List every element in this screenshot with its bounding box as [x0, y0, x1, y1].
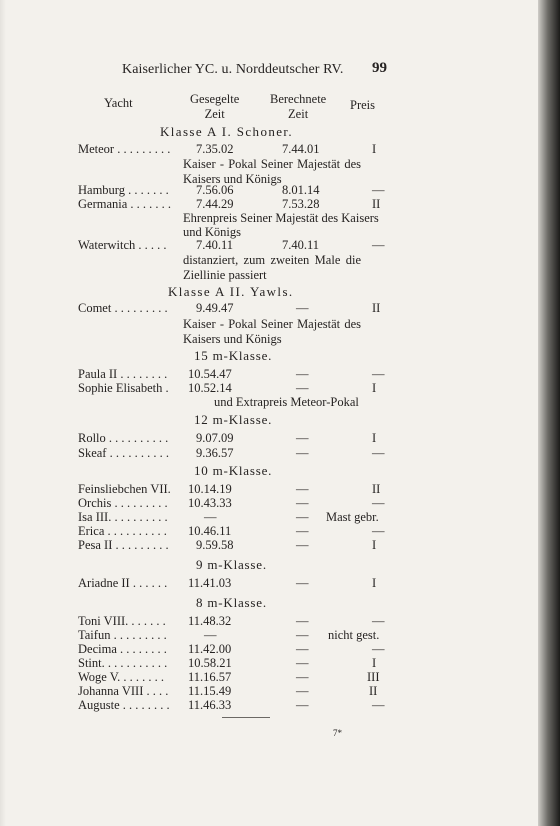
yacht-name: Waterwitch . . . . .	[78, 238, 167, 252]
prize: II	[369, 684, 378, 698]
sailed-time: 10.43.33	[188, 496, 232, 510]
sailed-time: 11.46.33	[188, 698, 232, 712]
calculated-time: —	[296, 510, 309, 524]
section-heading: 12 m-Klasse.	[194, 412, 273, 427]
yacht-name: Auguste . . . . . . . .	[78, 698, 170, 712]
sailed-time: 9.59.58	[196, 538, 234, 552]
prize: nicht gest.	[328, 628, 380, 642]
sailed-time: 10.52.14	[188, 381, 232, 395]
calculated-time: —	[296, 670, 309, 684]
prize: —	[372, 183, 385, 197]
prize: I	[372, 538, 377, 552]
section-heading: Klasse A I. Schoner.	[160, 124, 294, 139]
prize: II	[372, 482, 381, 496]
prize: I	[372, 381, 377, 395]
calculated-time: —	[296, 698, 309, 712]
note-line: Kaiser - Pokal Seiner Majestät des	[183, 317, 361, 331]
sailed-time: 9.49.47	[196, 301, 234, 315]
sailed-time: 11.42.00	[188, 642, 232, 656]
section-heading: 9 m-Klasse.	[196, 557, 267, 572]
page-edge	[0, 0, 6, 826]
calculated-time: —	[296, 656, 309, 670]
calculated-time: —	[296, 381, 309, 395]
prize: —	[372, 446, 385, 460]
note-line: Kaisers und Königs	[183, 172, 282, 186]
yacht-name: Germania . . . . . . .	[78, 197, 172, 211]
prize: Mast gebr.	[326, 510, 379, 524]
yacht-name: Comet . . . . . . . . .	[78, 301, 168, 315]
sailed-time: —	[204, 510, 217, 524]
prize: I	[372, 142, 377, 156]
yacht-name: Orchis . . . . . . . . .	[78, 496, 168, 510]
calculated-time: —	[296, 684, 309, 698]
yacht-name: Sophie Elisabeth .	[78, 381, 169, 395]
page-number: 99	[372, 60, 387, 76]
sailed-time: 7.44.29	[196, 197, 234, 211]
section-heading: Klasse A II. Yawls.	[168, 284, 294, 299]
prize: II	[372, 301, 381, 315]
sailed-time: 7.35.02	[196, 142, 234, 156]
note-line: Ehrenpreis Seiner Majestät des Kaisers	[183, 211, 379, 225]
sailed-time: 7.40.11	[196, 238, 234, 252]
note-line: distanziert, zum zweiten Male die	[183, 253, 361, 267]
sailed-time: 9.07.09	[196, 431, 234, 445]
sailed-time: 10.58.21	[188, 656, 232, 670]
yacht-name: Meteor . . . . . . . . .	[78, 142, 171, 156]
note-line: und Königs	[183, 225, 241, 239]
yacht-name: Pesa II . . . . . . . . .	[78, 538, 169, 552]
calculated-time: —	[296, 367, 309, 381]
running-head: Kaiserlicher YC. u. Norddeutscher RV.	[122, 62, 344, 77]
calculated-time: 7.40.11	[282, 238, 320, 252]
calculated-time: —	[296, 524, 309, 538]
column-header-calculated-time: Berechnete Zeit	[270, 92, 327, 121]
column-header-prize: Preis	[350, 98, 375, 112]
calculated-time: 7.44.01	[282, 142, 320, 156]
prize: —	[372, 614, 385, 628]
calculated-time: 8.01.14	[282, 183, 320, 197]
section-heading: 15 m-Klasse.	[194, 348, 273, 363]
sailed-time: 10.54.47	[188, 367, 232, 381]
footer-rule	[222, 717, 270, 718]
yacht-name: Hamburg . . . . . . .	[78, 183, 169, 197]
prize: —	[372, 698, 385, 712]
calculated-time: 7.53.28	[282, 197, 320, 211]
section-heading: 10 m-Klasse.	[194, 463, 273, 478]
calculated-time: —	[296, 431, 309, 445]
column-header-yacht: Yacht	[104, 96, 133, 110]
prize: I	[372, 576, 377, 590]
yacht-name: Rollo . . . . . . . . . .	[78, 431, 169, 445]
calculated-time: —	[296, 576, 309, 590]
calculated-time: —	[296, 446, 309, 460]
prize: —	[372, 238, 385, 252]
calculated-time: —	[296, 496, 309, 510]
yacht-name: Toni VIII. . . . . . .	[78, 614, 166, 628]
yacht-name: Erica . . . . . . . . . .	[78, 524, 167, 538]
prize: —	[372, 642, 385, 656]
yacht-name: Feinsliebchen VII.	[78, 482, 171, 496]
calculated-time: —	[296, 614, 309, 628]
prize: —	[372, 367, 385, 381]
yacht-name: Johanna VIII . . . .	[78, 684, 169, 698]
sailed-time: —	[204, 628, 217, 642]
yacht-name: Isa III. . . . . . . . . .	[78, 510, 168, 524]
sailed-time: 10.14.19	[188, 482, 232, 496]
calculated-time: —	[296, 538, 309, 552]
calculated-time: —	[296, 301, 309, 315]
section-heading: 8 m-Klasse.	[196, 595, 267, 610]
prize: —	[372, 524, 385, 538]
column-header-sailed-time: Gesegelte Zeit	[190, 92, 240, 121]
signature-mark: 7*	[333, 728, 342, 738]
sailed-time: 11.15.49	[188, 684, 232, 698]
calculated-time: —	[296, 628, 309, 642]
yacht-name: Taifun . . . . . . . . .	[78, 628, 167, 642]
yacht-name: Woge V. . . . . . . .	[78, 670, 165, 684]
sailed-time: 11.41.03	[188, 576, 232, 590]
prize: —	[372, 496, 385, 510]
prize: I	[372, 431, 377, 445]
yacht-name: Skeaf . . . . . . . . . .	[78, 446, 169, 460]
yacht-name: Decima . . . . . . . .	[78, 642, 167, 656]
calculated-time: —	[296, 642, 309, 656]
sailed-time: 11.16.57	[188, 670, 232, 684]
note-line: Kaisers und Königs	[183, 332, 282, 346]
sailed-time: 10.46.11	[188, 524, 232, 538]
binding-shadow	[538, 0, 560, 826]
prize: I	[372, 656, 377, 670]
sailed-time: 11.48.32	[188, 614, 232, 628]
prize: II	[372, 197, 381, 211]
sailed-time: 9.36.57	[196, 446, 234, 460]
yacht-name: Ariadne II . . . . . .	[78, 576, 168, 590]
note-line: Kaiser - Pokal Seiner Majestät des	[183, 157, 361, 171]
yacht-name: Paula II . . . . . . . .	[78, 367, 168, 381]
sailed-time: 7.56.06	[196, 183, 234, 197]
calculated-time: —	[296, 482, 309, 496]
note-line: Ziellinie passiert	[183, 268, 267, 282]
note-line: und Extrapreis Meteor-Pokal	[214, 395, 359, 409]
prize: III	[367, 670, 380, 684]
yacht-name: Stint. . . . . . . . . . .	[78, 656, 168, 670]
